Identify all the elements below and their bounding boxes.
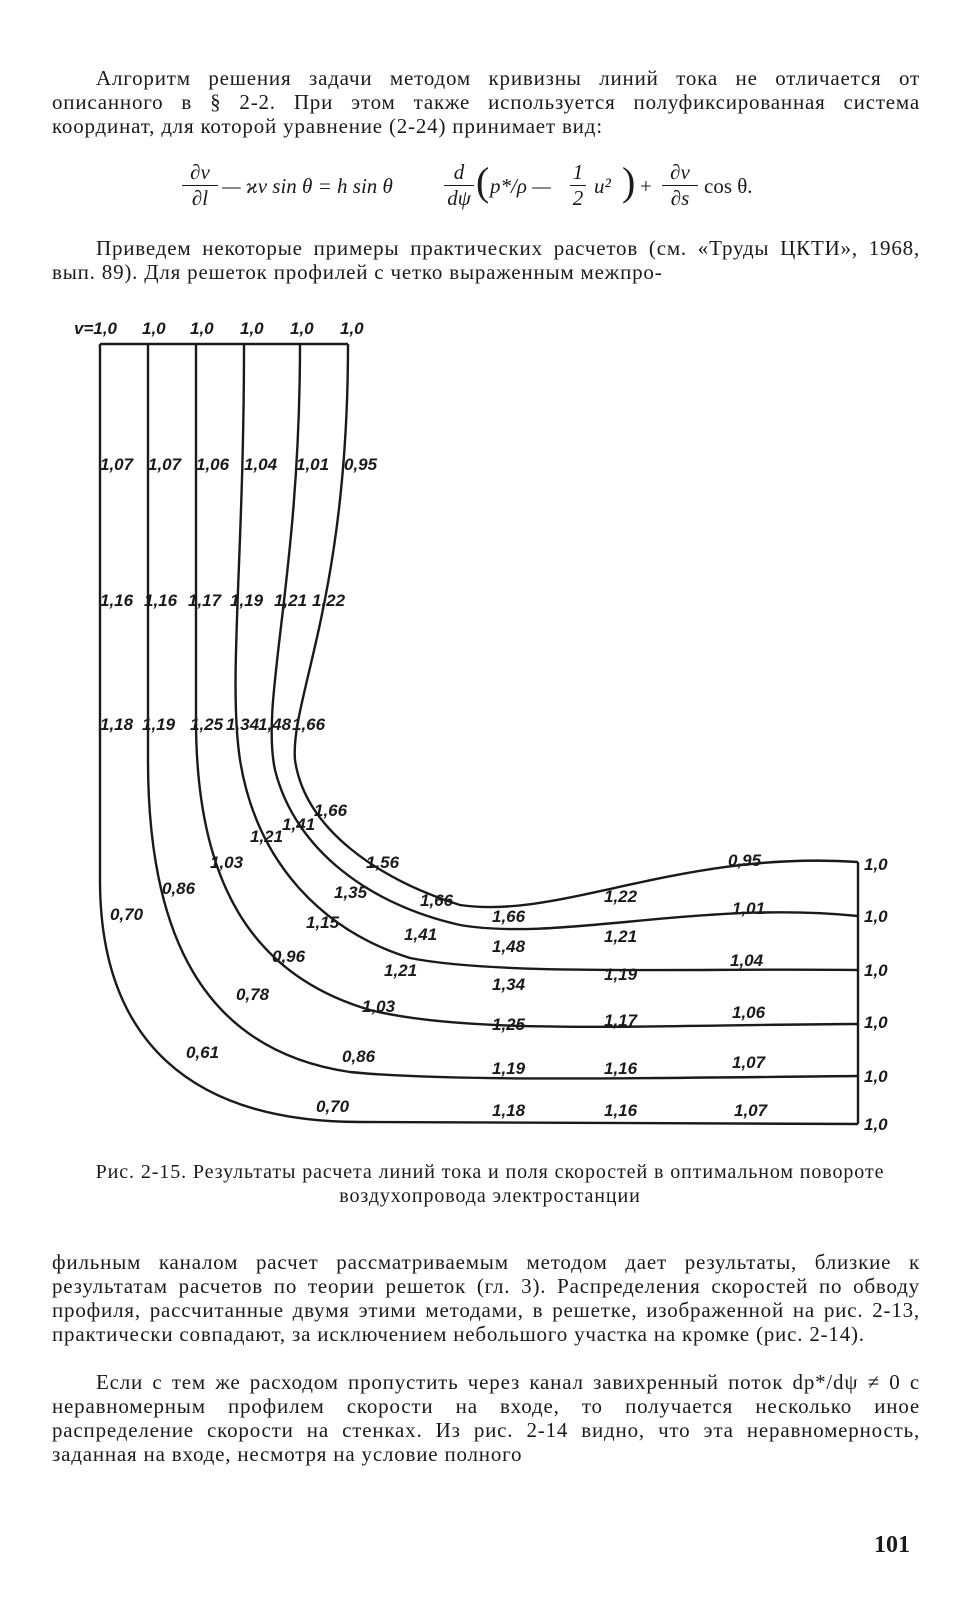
velocity-label: 1,48 (492, 937, 526, 956)
velocity-label: 1,17 (188, 591, 222, 610)
streamline-2 (196, 344, 858, 1027)
velocity-label: 1,16 (604, 1101, 638, 1120)
velocity-label: 0,96 (272, 947, 306, 966)
paragraph-1: Алгоритм решения задачи методом кривизны линий тока не отличается от описанного в § 2-2. При этом также используется полуфиксированная система координат, для которой уравнение (2-24) принимает вид: (52, 66, 920, 138)
inlet-label: 1,0 (240, 319, 264, 338)
inlet-label: v=1,0 (74, 319, 118, 338)
velocity-label: 1,22 (312, 591, 346, 610)
fraction-dv-dl: $\frac{\partial v}{\partial l}$ (182, 160, 218, 211)
velocity-label: 1,01 (732, 899, 766, 918)
outlet-label: 1,0 (864, 1013, 888, 1032)
velocity-label: 0,95 (728, 851, 762, 870)
velocity-label: 1,66 (492, 907, 526, 926)
paragraph-4: Если с тем же расходом пропустить через канал завихренный поток dp*/dψ ≠ 0 с неравномерным профилем скорости на входе, то получается несколько иное распределение скорости на стенках. Из рис. 2-14 видно, что эта неравномерность, заданная на входе, несмотря на условие полного (52, 1370, 920, 1466)
plus-sign: + (640, 174, 652, 198)
velocity-label: 1,01 (296, 455, 330, 474)
outlet-label: 1,0 (864, 907, 888, 926)
inlet-label: 1,0 (340, 319, 364, 338)
velocity-label: 0,86 (342, 1047, 376, 1066)
velocity-label: 1,19 (230, 591, 264, 610)
close-paren: ) (622, 159, 636, 204)
velocity-label: 1,34 (492, 975, 526, 994)
fraction-d-dpsi: $\frac{d}{d\psi}$ (444, 160, 474, 211)
velocity-label: 1,66 (314, 801, 348, 820)
velocity-label: 0,61 (186, 1043, 220, 1062)
velocity-label: 1,56 (366, 853, 400, 872)
velocity-label: 0,70 (316, 1097, 350, 1116)
velocity-label: 1,15 (306, 913, 340, 932)
velocity-label: 1,04 (730, 951, 764, 970)
fraction-dv-ds: $\frac{\partial v}{\partial s}$ (662, 160, 698, 211)
velocity-label: 0,78 (236, 985, 270, 1004)
equation-middle: — ϰv sin θ = h sin θ (222, 174, 393, 198)
velocity-label: 1,07 (734, 1101, 768, 1120)
paragraph-3: фильным каналом расчет рассматриваемым методом дает результаты, близкие к результатам расчетов по теории решеток (гл. 3). Распределения скоростей по обводу профиля, рассчитанные двумя этими методами, в решетке, изображенной на рис. 2-13, практически совпадают, за исключением небольшого участка на кромке (рис. 2-14). (52, 1250, 920, 1346)
velocity-label: 1,07 (100, 455, 134, 474)
outlet-label: 1,0 (864, 961, 888, 980)
velocity-label: 1,07 (148, 455, 182, 474)
velocity-label: 1,21 (604, 927, 638, 946)
streamline-3 (236, 344, 858, 970)
velocity-label: 1,17 (604, 1011, 638, 1030)
velocity-label: 1,66 (292, 715, 326, 734)
velocity-label: 0,70 (110, 905, 144, 924)
velocity-label: 1,19 (604, 965, 638, 984)
inlet-label: 1,0 (190, 319, 214, 338)
velocity-label: 1,19 (492, 1059, 526, 1078)
page-number: 101 (874, 1532, 910, 1558)
outlet-label: 1,0 (864, 1115, 888, 1134)
velocity-label: 1,18 (100, 715, 134, 734)
velocity-label: 1,34 (226, 715, 260, 734)
equation-pressure-term: p*/ρ — (490, 174, 551, 198)
velocity-label: 1,19 (142, 715, 176, 734)
velocity-label: 1,25 (190, 715, 224, 734)
streamline-4 (272, 344, 858, 929)
paragraph-2: Приведем некоторые примеры практических расчетов (см. «Труды ЦКТИ», 1968, вып. 89). Для решеток профилей с четко выраженным межпро- (52, 236, 920, 284)
velocity-label: 1,21 (274, 591, 308, 610)
velocity-label: 1,16 (100, 591, 134, 610)
open-paren: ( (476, 159, 490, 204)
velocity-label: 1,21 (250, 827, 284, 846)
velocity-label: 0,86 (162, 879, 196, 898)
velocity-label: 1,22 (604, 887, 638, 906)
velocity-label: 1,06 (732, 1003, 766, 1022)
velocity-label: 0,95 (344, 455, 378, 474)
velocity-label: 1,21 (384, 961, 418, 980)
velocity-label: 1,18 (492, 1101, 526, 1120)
outlet-label: 1,0 (864, 855, 888, 874)
velocity-label: 1,03 (362, 997, 396, 1016)
velocity-label: 1,41 (282, 815, 316, 834)
velocity-label: 1,16 (604, 1059, 638, 1078)
inlet-label: 1,0 (142, 319, 166, 338)
velocity-label: 1,16 (144, 591, 178, 610)
velocity-label: 1,41 (404, 925, 438, 944)
equation-u-term: u² (594, 174, 611, 198)
outlet-label: 1,0 (864, 1067, 888, 1086)
velocity-label: 1,03 (210, 853, 244, 872)
figure-caption: Рис. 2-15. Результаты расчета линий тока и поля скоростей в оптимальном повороте воздухопровода электростанции (95, 1161, 885, 1207)
velocity-label: 1,66 (420, 891, 454, 910)
velocity-label: 1,06 (196, 455, 230, 474)
velocity-label: 1,07 (732, 1053, 766, 1072)
fraction-half: $\frac{1}{2}$ (570, 160, 586, 211)
velocity-label: 1,04 (244, 455, 278, 474)
velocity-label: 1,48 (258, 715, 292, 734)
inner-wall (295, 344, 858, 907)
equation-tail: cos θ. (704, 174, 753, 198)
velocity-label: 1,25 (492, 1015, 526, 1034)
velocity-label: 1,35 (334, 883, 368, 902)
inlet-label: 1,0 (290, 319, 314, 338)
